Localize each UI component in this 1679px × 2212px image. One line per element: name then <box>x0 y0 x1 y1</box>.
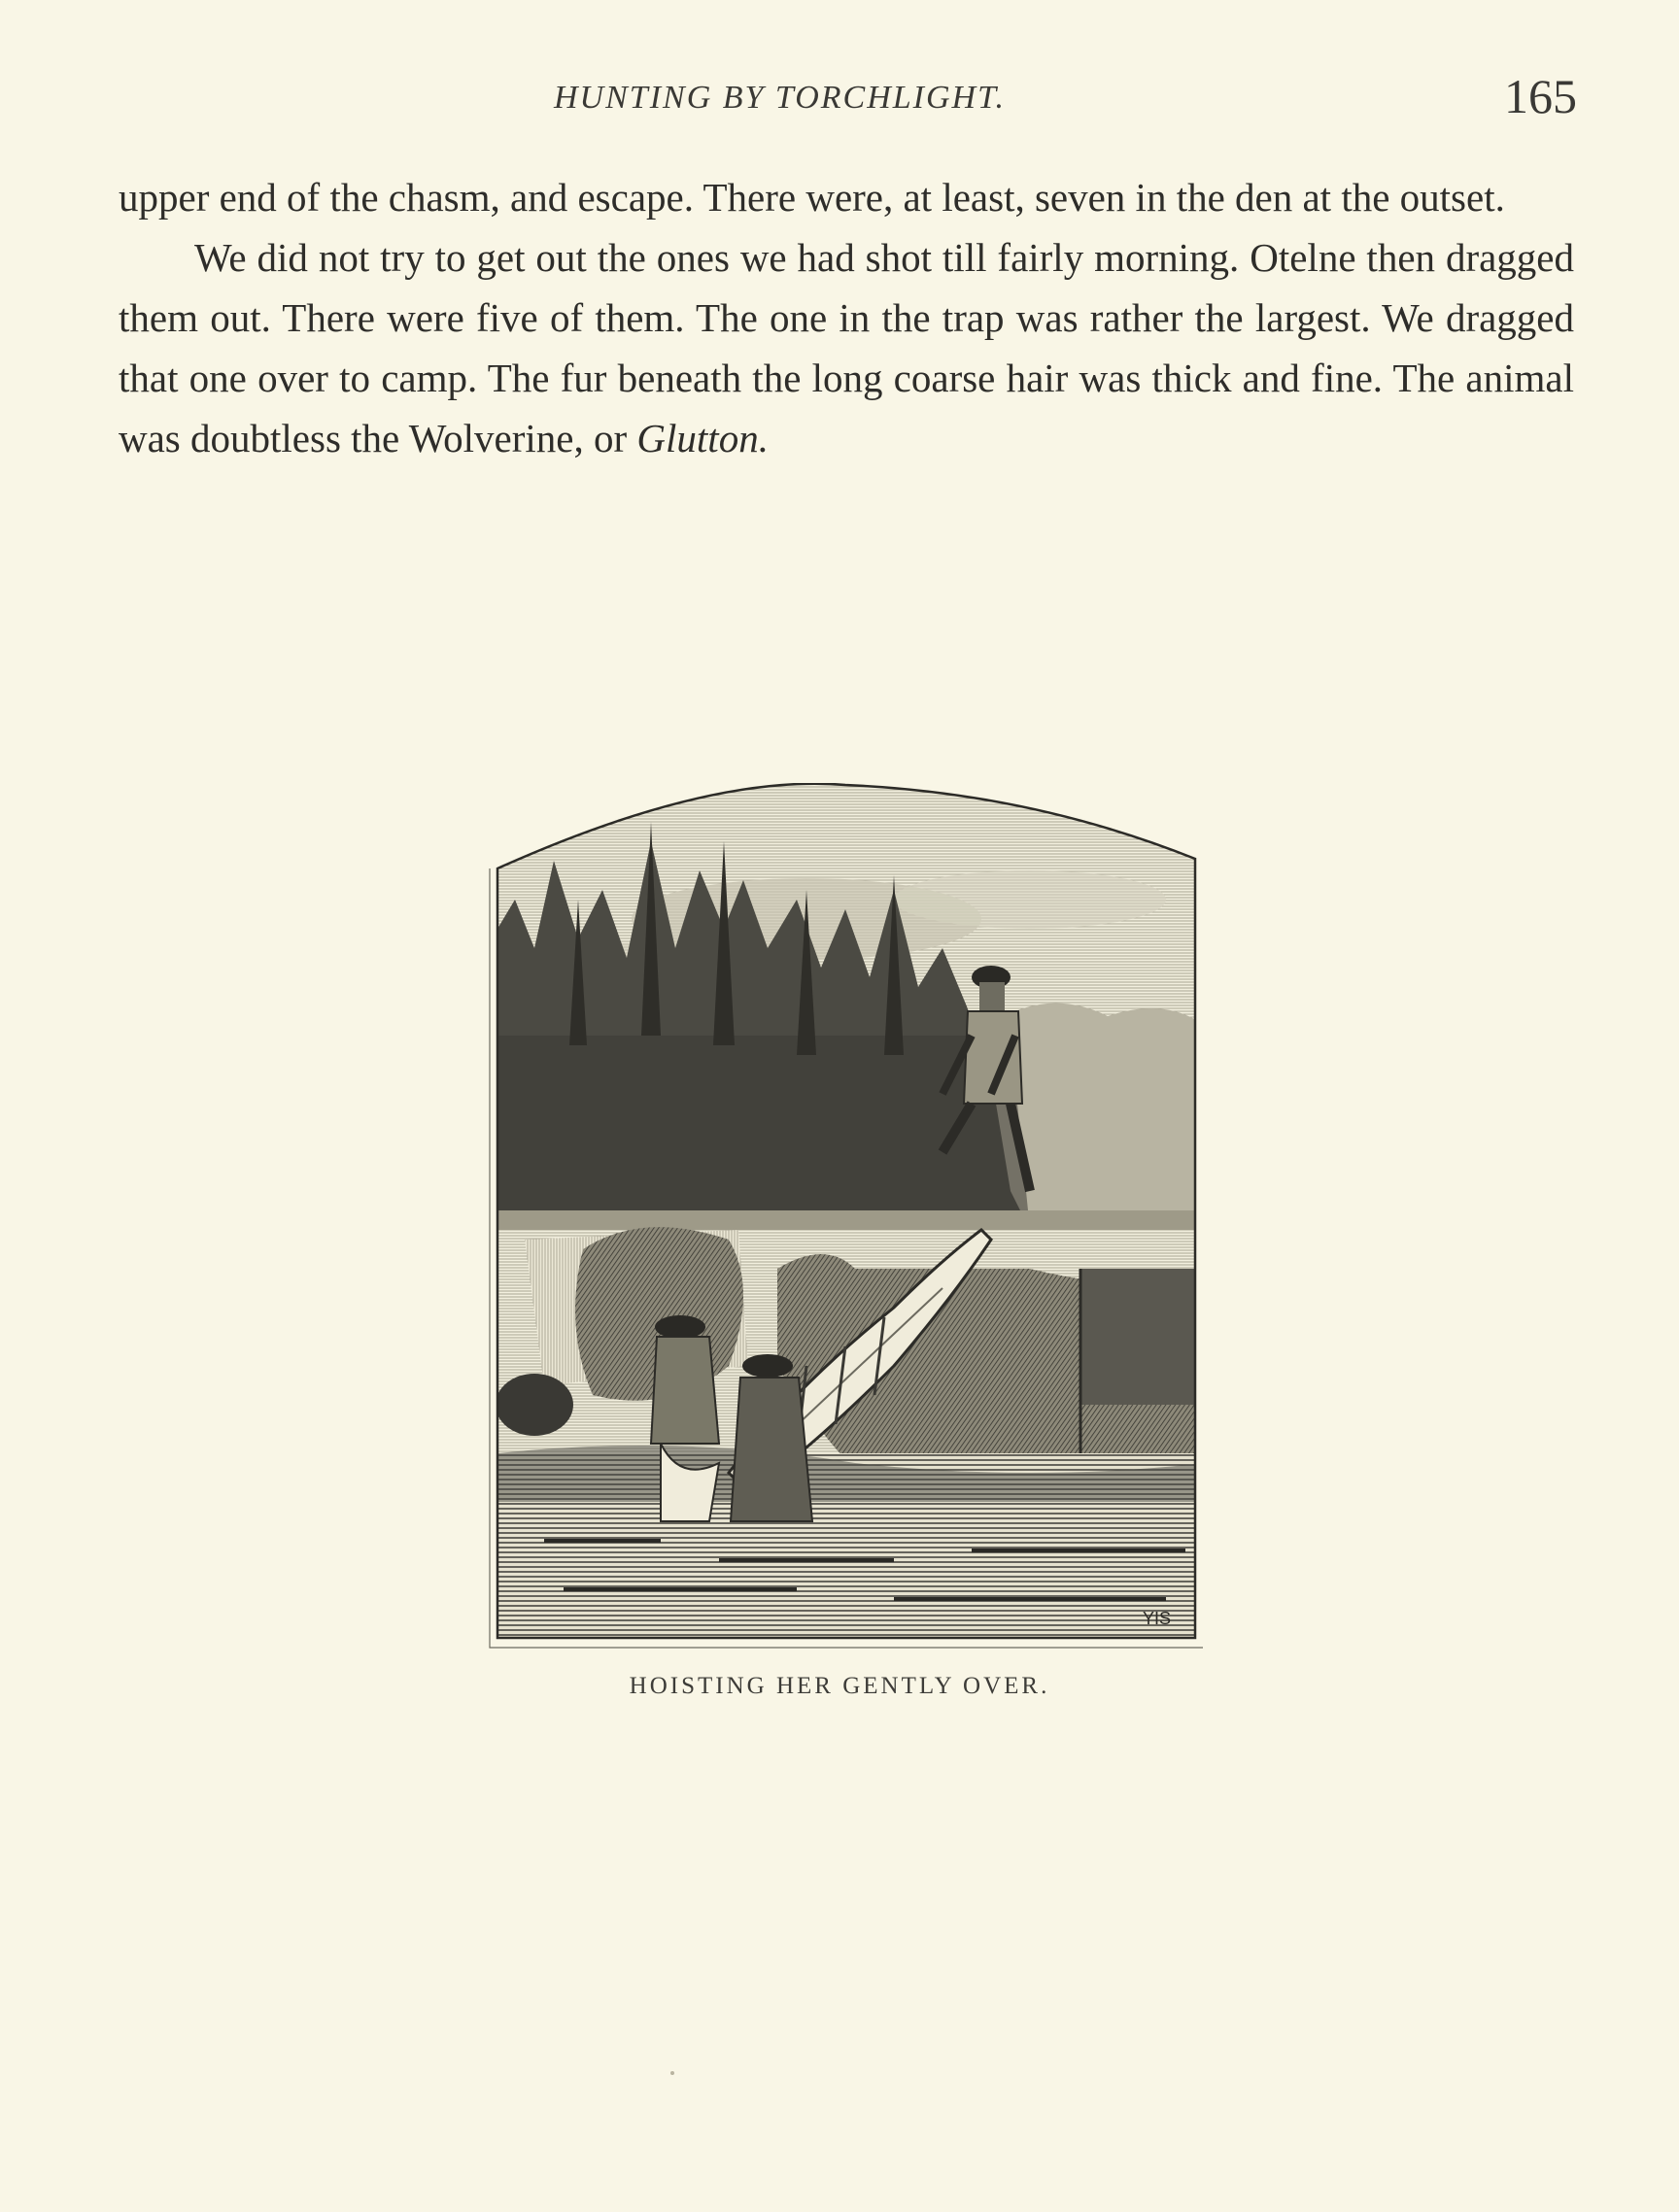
page-number: 165 <box>1504 69 1577 123</box>
running-head: HUNTING BY TORCHLIGHT. <box>554 80 1006 116</box>
body-text <box>119 167 1574 468</box>
paper-speck <box>670 2071 674 2075</box>
engraving-scene <box>486 783 1205 1653</box>
paragraph-2-text: We did not try to get out the ones we had shot till fairly morning. Otelne then dragged them out. There were five of them. The one in the trap was rather the largest. We dragged that one over to camp. The fur beneath the long coarse hair was thick and fine. The animal was doubtless the Wolverine, or <box>119 235 1574 460</box>
illustration-caption: HOISTING HER GENTLY OVER. <box>629 1673 1050 1699</box>
paragraph-2 <box>119 227 1574 468</box>
engraving-illustration <box>486 783 1205 1653</box>
paragraph-1-text: upper end of the chasm, and escape. There were, at least, seven in the den at the outset. <box>119 175 1505 220</box>
emphasis-glutton: Glutton. <box>636 416 769 460</box>
engraving-svg <box>486 783 1205 1653</box>
engraver-signature: YIS <box>1143 1609 1172 1628</box>
paragraph-1 <box>119 167 1574 227</box>
